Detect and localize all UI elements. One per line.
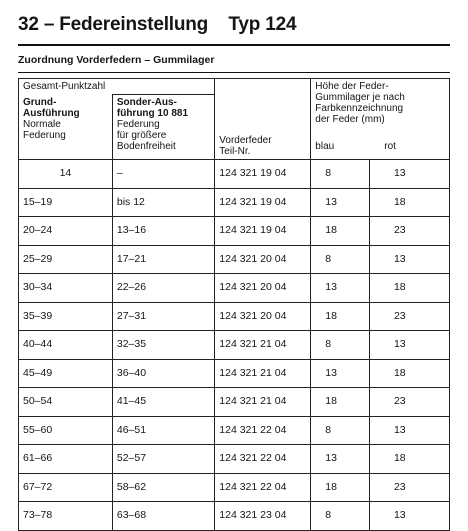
cell-sonder: 63–68 bbox=[112, 502, 214, 531]
cell-sonder: 36–40 bbox=[112, 359, 214, 388]
cell-rot: 23 bbox=[369, 217, 449, 246]
cell-grund: 50–54 bbox=[19, 388, 113, 417]
title-rule bbox=[18, 44, 450, 46]
header-hoehe-line: der Feder (mm) bbox=[315, 114, 385, 125]
cell-teil-nr: 124 321 20 04 bbox=[215, 245, 311, 274]
header-sonder-normal: Federung bbox=[116, 119, 160, 130]
cell-blau: 13 bbox=[311, 274, 370, 303]
table-row bbox=[19, 331, 450, 360]
cell-rot: 18 bbox=[369, 188, 449, 217]
header-sonder bbox=[112, 95, 214, 160]
header-grund bbox=[19, 95, 113, 160]
header-hoehe-line: Höhe der Feder- bbox=[315, 81, 389, 92]
header-vorderfeder-line: Vorderfeder bbox=[219, 135, 272, 146]
cell-grund: 35–39 bbox=[19, 302, 113, 331]
cell-teil-nr: 124 321 21 04 bbox=[215, 331, 311, 360]
cell-teil-nr: 124 321 19 04 bbox=[215, 188, 311, 217]
cell-teil-nr: 124 321 22 04 bbox=[215, 445, 311, 474]
cell-sonder: 17–21 bbox=[112, 245, 214, 274]
cell-grund: 67–72 bbox=[19, 473, 113, 502]
header-grund-normal: Normale bbox=[23, 118, 61, 130]
header-grund-bold: Ausführung bbox=[23, 107, 80, 119]
cell-rot: 13 bbox=[369, 331, 449, 360]
cell-grund: 73–78 bbox=[19, 502, 113, 531]
header-sonder-normal: für größere bbox=[116, 130, 167, 141]
table-row bbox=[19, 245, 450, 274]
cell-blau: 8 bbox=[311, 331, 370, 360]
cell-sonder: 41–45 bbox=[112, 388, 214, 417]
cell-blau: 8 bbox=[311, 160, 370, 189]
header-sonder-bold: führung 10 881 bbox=[116, 108, 189, 119]
cell-blau: 8 bbox=[311, 416, 370, 445]
table-row bbox=[19, 388, 450, 417]
cell-rot: 23 bbox=[369, 302, 449, 331]
cell-blau: 18 bbox=[311, 473, 370, 502]
cell-teil-nr: 124 321 21 04 bbox=[215, 388, 311, 417]
cell-rot: 18 bbox=[369, 359, 449, 388]
cell-grund: 20–24 bbox=[19, 217, 113, 246]
cell-rot: 23 bbox=[369, 473, 449, 502]
table-row bbox=[19, 445, 450, 474]
cell-blau: 13 bbox=[311, 359, 370, 388]
cell-blau: 8 bbox=[311, 502, 370, 531]
cell-rot: 23 bbox=[369, 388, 449, 417]
cell-blau: 18 bbox=[311, 217, 370, 246]
table-row bbox=[19, 359, 450, 388]
cell-grund: 30–34 bbox=[19, 274, 113, 303]
cell-teil-nr: 124 321 20 04 bbox=[215, 302, 311, 331]
header-grund-normal: Federung bbox=[23, 129, 66, 141]
cell-grund: 25–29 bbox=[19, 245, 113, 274]
header-sonder-normal: Bodenfreiheit bbox=[116, 141, 176, 152]
cell-rot: 18 bbox=[369, 445, 449, 474]
cell-grund: 40–44 bbox=[19, 331, 113, 360]
cell-teil-nr: 124 321 23 04 bbox=[215, 502, 311, 531]
cell-teil-nr: 124 321 20 04 bbox=[215, 274, 311, 303]
cell-sonder: 22–26 bbox=[112, 274, 214, 303]
cell-rot: 13 bbox=[369, 416, 449, 445]
cell-rot: 13 bbox=[369, 502, 449, 531]
header-hoehe bbox=[311, 79, 450, 160]
cell-rot: 13 bbox=[369, 160, 449, 189]
header-gesamt-punktzahl: Gesamt-Punktzahl bbox=[19, 79, 215, 95]
table-row bbox=[19, 217, 450, 246]
header-teilnr-line: Teil-Nr. bbox=[219, 146, 251, 157]
cell-teil-nr: 124 321 21 04 bbox=[215, 359, 311, 388]
cell-sonder: bis 12 bbox=[112, 188, 214, 217]
table-row bbox=[19, 274, 450, 303]
cell-blau: 18 bbox=[311, 388, 370, 417]
header-rot: rot bbox=[384, 141, 396, 152]
table-row bbox=[19, 473, 450, 502]
cell-teil-nr: 124 321 19 04 bbox=[215, 217, 311, 246]
header-hoehe-line: Farbkennzeichnung bbox=[315, 103, 404, 114]
table-subtitle: Zuordnung Vorderfedern – Gummilager bbox=[18, 54, 215, 66]
cell-blau: 13 bbox=[311, 188, 370, 217]
cell-grund: 45–49 bbox=[19, 359, 113, 388]
cell-rot: 18 bbox=[369, 274, 449, 303]
cell-teil-nr: 124 321 22 04 bbox=[215, 473, 311, 502]
cell-blau: 8 bbox=[311, 245, 370, 274]
header-vorderfeder bbox=[215, 79, 311, 160]
page-title: 32 – Federeinstellung Typ 124 bbox=[18, 14, 297, 35]
cell-sonder: 27–31 bbox=[112, 302, 214, 331]
table-body bbox=[19, 160, 450, 531]
cell-grund: 55–60 bbox=[19, 416, 113, 445]
cell-sonder: 32–35 bbox=[112, 331, 214, 360]
subtitle-rule bbox=[18, 72, 450, 73]
cell-blau: 18 bbox=[311, 302, 370, 331]
header-grund-bold: Grund- bbox=[23, 96, 57, 108]
cell-sonder: – bbox=[112, 160, 214, 189]
header-sonder-bold: Sonder-Aus- bbox=[116, 97, 177, 108]
cell-sonder: 46–51 bbox=[112, 416, 214, 445]
cell-grund: 61–66 bbox=[19, 445, 113, 474]
header-hoehe-line: Gummilager je nach bbox=[315, 92, 405, 103]
cell-grund: 14 bbox=[19, 160, 113, 189]
cell-teil-nr: 124 321 22 04 bbox=[215, 416, 311, 445]
cell-grund: 15–19 bbox=[19, 188, 113, 217]
cell-rot: 13 bbox=[369, 245, 449, 274]
cell-sonder: 58–62 bbox=[112, 473, 214, 502]
cell-sonder: 13–16 bbox=[112, 217, 214, 246]
header-blau: blau bbox=[315, 141, 335, 152]
table-row bbox=[19, 502, 450, 531]
table-row bbox=[19, 160, 450, 189]
cell-teil-nr: 124 321 19 04 bbox=[215, 160, 311, 189]
table-row bbox=[19, 416, 450, 445]
table-row bbox=[19, 302, 450, 331]
cell-sonder: 52–57 bbox=[112, 445, 214, 474]
cell-blau: 13 bbox=[311, 445, 370, 474]
spring-table bbox=[18, 78, 450, 531]
table-row bbox=[19, 188, 450, 217]
